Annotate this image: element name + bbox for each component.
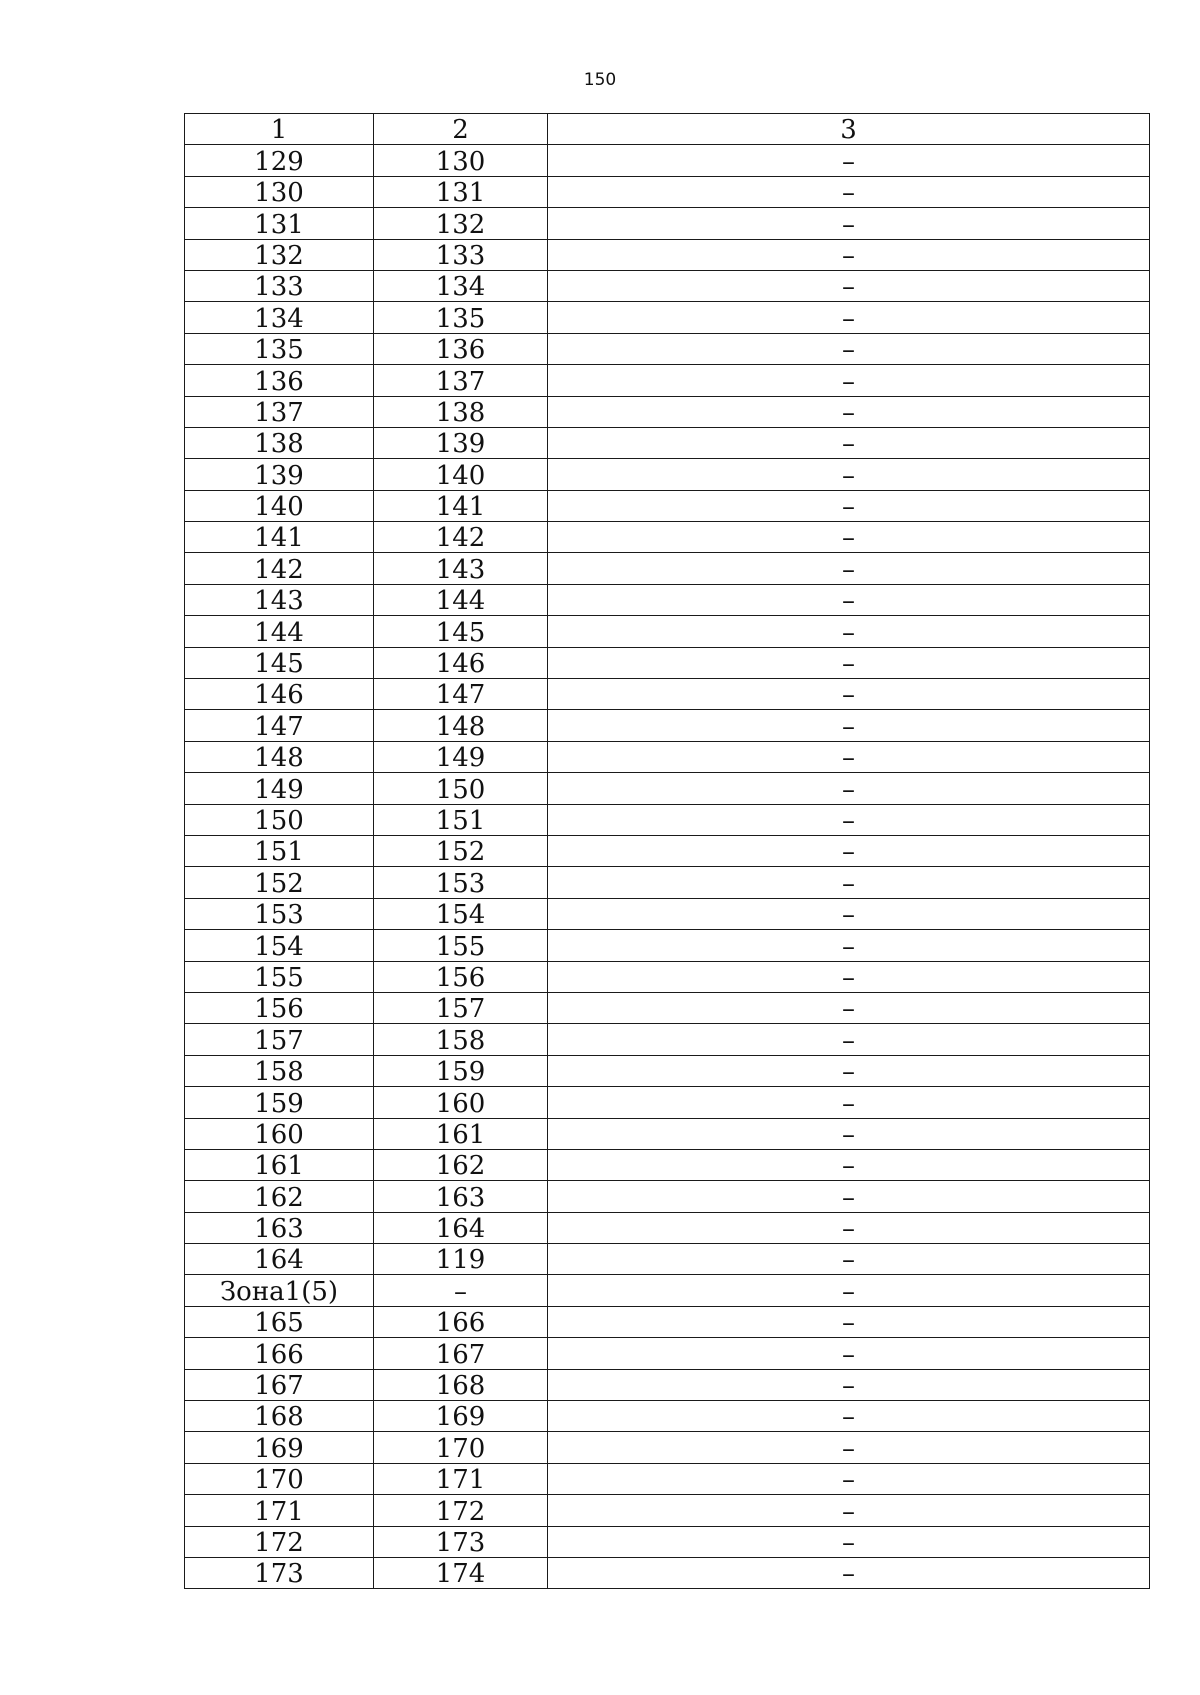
- table-body: [185, 114, 1150, 1589]
- table-cell-col-1: 157: [185, 1024, 374, 1055]
- table-cell-col-1: 171: [185, 1495, 374, 1526]
- table-cell-col-3: –: [548, 679, 1150, 710]
- table-cell-col-3: –: [548, 239, 1150, 270]
- table-row: [185, 176, 1150, 207]
- table-cell-col-3: –: [548, 804, 1150, 835]
- table-cell-col-1: 139: [185, 459, 374, 490]
- table-cell-col-2: 142: [374, 522, 548, 553]
- table-cell-col-1: 152: [185, 867, 374, 898]
- table-cell-col-3: –: [548, 1149, 1150, 1180]
- table-cell-col-3: –: [548, 270, 1150, 301]
- table-cell-col-3: –: [548, 961, 1150, 992]
- table-cell-col-2: 154: [374, 898, 548, 929]
- table-cell-col-1: 155: [185, 961, 374, 992]
- table-cell-col-2: 173: [374, 1526, 548, 1557]
- table-row: [185, 239, 1150, 270]
- table-row: [185, 1149, 1150, 1180]
- table-cell-col-3: –: [548, 1401, 1150, 1432]
- table-cell-col-1: 137: [185, 396, 374, 427]
- table-cell-col-1: 146: [185, 679, 374, 710]
- table-row: [185, 804, 1150, 835]
- table-cell-col-2: 159: [374, 1055, 548, 1086]
- table-row: [185, 1212, 1150, 1243]
- table-cell-col-2: 140: [374, 459, 548, 490]
- table-cell-col-1: 129: [185, 145, 374, 176]
- table-cell-col-3: –: [548, 1369, 1150, 1400]
- table-cell-col-1: 143: [185, 584, 374, 615]
- table-cell-col-3: –: [548, 1118, 1150, 1149]
- table-row: [185, 302, 1150, 333]
- table-cell-col-2: 137: [374, 365, 548, 396]
- table-cell-col-3: –: [548, 365, 1150, 396]
- table-cell-col-1: 138: [185, 427, 374, 458]
- table-cell-col-3: –: [548, 1463, 1150, 1494]
- table-cell-col-3: –: [548, 773, 1150, 804]
- table-cell-col-1: 168: [185, 1401, 374, 1432]
- table-cell-col-1: 149: [185, 773, 374, 804]
- table-cell-col-1: 136: [185, 365, 374, 396]
- table-row: [185, 365, 1150, 396]
- table-cell-col-3: –: [548, 584, 1150, 615]
- table-cell-col-3: –: [548, 1338, 1150, 1369]
- table-cell-col-3: –: [548, 1495, 1150, 1526]
- table-cell-col-3: –: [548, 427, 1150, 458]
- table-cell-col-2: 164: [374, 1212, 548, 1243]
- table-row: [185, 647, 1150, 678]
- header-cell-3: 3: [548, 114, 1150, 145]
- table-row: [185, 1432, 1150, 1463]
- table-cell-col-1: Зона1(5): [185, 1275, 374, 1306]
- table-cell-col-3: –: [548, 616, 1150, 647]
- table-cell-col-2: 135: [374, 302, 548, 333]
- table-cell-col-1: 164: [185, 1244, 374, 1275]
- table-cell-col-2: 168: [374, 1369, 548, 1400]
- table-cell-col-2: 162: [374, 1149, 548, 1180]
- table-row: [185, 773, 1150, 804]
- table-cell-col-3: –: [548, 992, 1150, 1023]
- table-cell-col-3: –: [548, 1181, 1150, 1212]
- table-cell-col-2: 133: [374, 239, 548, 270]
- table-cell-col-1: 167: [185, 1369, 374, 1400]
- table-cell-col-1: 158: [185, 1055, 374, 1086]
- header-cell-1: 1: [185, 114, 374, 145]
- table-cell-col-3: –: [548, 1024, 1150, 1055]
- table-cell-col-2: 170: [374, 1432, 548, 1463]
- table-cell-col-2: 149: [374, 741, 548, 772]
- table-cell-col-1: 142: [185, 553, 374, 584]
- table-cell-col-3: –: [548, 1275, 1150, 1306]
- table-cell-col-1: 163: [185, 1212, 374, 1243]
- table-cell-col-2: 157: [374, 992, 548, 1023]
- table-cell-col-3: –: [548, 647, 1150, 678]
- table-row: [185, 1306, 1150, 1337]
- table-row: [185, 1024, 1150, 1055]
- table-cell-col-3: –: [548, 1432, 1150, 1463]
- table-row: [185, 459, 1150, 490]
- table-row: [185, 1495, 1150, 1526]
- table-cell-col-1: 161: [185, 1149, 374, 1180]
- table-row: [185, 1463, 1150, 1494]
- table-row: [185, 710, 1150, 741]
- table-cell-col-2: 134: [374, 270, 548, 301]
- table-row: [185, 270, 1150, 301]
- table-row: [185, 616, 1150, 647]
- table-cell-col-1: 132: [185, 239, 374, 270]
- table-cell-col-1: 160: [185, 1118, 374, 1149]
- table-cell-col-1: 151: [185, 835, 374, 866]
- table-cell-col-3: –: [548, 898, 1150, 929]
- table-cell-col-1: 156: [185, 992, 374, 1023]
- table-cell-col-2: 155: [374, 930, 548, 961]
- table-cell-col-1: 172: [185, 1526, 374, 1557]
- table-cell-col-2: 151: [374, 804, 548, 835]
- table-cell-col-1: 170: [185, 1463, 374, 1494]
- table-row: [185, 867, 1150, 898]
- table-cell-col-3: –: [548, 1055, 1150, 1086]
- table-cell-col-2: 136: [374, 333, 548, 364]
- table-cell-col-2: 132: [374, 208, 548, 239]
- table-cell-col-1: 169: [185, 1432, 374, 1463]
- table-cell-col-2: 141: [374, 490, 548, 521]
- table-cell-col-1: 173: [185, 1557, 374, 1588]
- table-cell-col-2: 160: [374, 1087, 548, 1118]
- header-cell-2: 2: [374, 114, 548, 145]
- table-cell-col-3: –: [548, 396, 1150, 427]
- table-row: [185, 427, 1150, 458]
- table-row: [185, 835, 1150, 866]
- table-row: [185, 1244, 1150, 1275]
- table-cell-col-1: 130: [185, 176, 374, 207]
- table-cell-col-2: 146: [374, 647, 548, 678]
- table-cell-col-2: 158: [374, 1024, 548, 1055]
- table-cell-col-2: 174: [374, 1557, 548, 1588]
- table-cell-col-1: 162: [185, 1181, 374, 1212]
- table-cell-col-2: 119: [374, 1244, 548, 1275]
- table-cell-col-1: 134: [185, 302, 374, 333]
- table-cell-col-2: 156: [374, 961, 548, 992]
- table-row: [185, 741, 1150, 772]
- table-cell-col-3: –: [548, 1306, 1150, 1337]
- table-row: [185, 208, 1150, 239]
- table-row: [185, 1557, 1150, 1588]
- table-cell-col-2: 153: [374, 867, 548, 898]
- table-cell-col-1: 165: [185, 1306, 374, 1337]
- table-cell-col-1: 154: [185, 930, 374, 961]
- table-cell-col-1: 135: [185, 333, 374, 364]
- table-cell-col-2: 171: [374, 1463, 548, 1494]
- table-header-row: [185, 114, 1150, 145]
- table-cell-col-2: 148: [374, 710, 548, 741]
- table-cell-col-3: –: [548, 1244, 1150, 1275]
- table-cell-col-1: 144: [185, 616, 374, 647]
- table-cell-col-2: 163: [374, 1181, 548, 1212]
- table-cell-col-2: 161: [374, 1118, 548, 1149]
- table-row: [185, 992, 1150, 1023]
- table-cell-col-3: –: [548, 835, 1150, 866]
- table-cell-col-3: –: [548, 741, 1150, 772]
- table-cell-col-3: –: [548, 867, 1150, 898]
- table-row: [185, 396, 1150, 427]
- table-cell-col-3: –: [548, 333, 1150, 364]
- table-cell-col-3: –: [548, 208, 1150, 239]
- table-cell-col-1: 153: [185, 898, 374, 929]
- table-row: [185, 1055, 1150, 1086]
- table-cell-col-1: 159: [185, 1087, 374, 1118]
- table-cell-col-1: 140: [185, 490, 374, 521]
- table-cell-col-2: 130: [374, 145, 548, 176]
- table-row: [185, 1526, 1150, 1557]
- table-cell-col-2: 131: [374, 176, 548, 207]
- table-row: [185, 1401, 1150, 1432]
- table-cell-col-2: 169: [374, 1401, 548, 1432]
- table-cell-col-2: 139: [374, 427, 548, 458]
- table-cell-col-1: 131: [185, 208, 374, 239]
- table-cell-col-3: –: [548, 176, 1150, 207]
- table-row: [185, 1275, 1150, 1306]
- table-cell-col-1: 133: [185, 270, 374, 301]
- table-cell-col-2: 147: [374, 679, 548, 710]
- table-row: [185, 930, 1150, 961]
- table-cell-col-3: –: [548, 930, 1150, 961]
- table-cell-col-3: –: [548, 1557, 1150, 1588]
- table-cell-col-3: –: [548, 553, 1150, 584]
- table-row: [185, 333, 1150, 364]
- table-cell-col-3: –: [548, 490, 1150, 521]
- table-cell-col-1: 148: [185, 741, 374, 772]
- table-cell-col-3: –: [548, 710, 1150, 741]
- table-cell-col-2: 143: [374, 553, 548, 584]
- table-cell-col-1: 141: [185, 522, 374, 553]
- table-cell-col-2: 138: [374, 396, 548, 427]
- table-cell-col-3: –: [548, 1087, 1150, 1118]
- table-row: [185, 522, 1150, 553]
- table-cell-col-3: –: [548, 459, 1150, 490]
- table-cell-col-1: 166: [185, 1338, 374, 1369]
- table-cell-col-2: 172: [374, 1495, 548, 1526]
- table-cell-col-2: 150: [374, 773, 548, 804]
- page-number: 150: [583, 70, 617, 90]
- table-cell-col-3: –: [548, 1212, 1150, 1243]
- table-cell-col-2: 167: [374, 1338, 548, 1369]
- table-cell-col-1: 150: [185, 804, 374, 835]
- coordinates-table: [184, 113, 1150, 1589]
- table-row: [185, 584, 1150, 615]
- table-cell-col-1: 145: [185, 647, 374, 678]
- table-cell-col-3: –: [548, 522, 1150, 553]
- table-cell-col-2: 166: [374, 1306, 548, 1337]
- table-cell-col-2: 145: [374, 616, 548, 647]
- table-row: [185, 145, 1150, 176]
- table-row: [185, 1338, 1150, 1369]
- table-row: [185, 553, 1150, 584]
- table-cell-col-2: 152: [374, 835, 548, 866]
- table-cell-col-3: –: [548, 145, 1150, 176]
- table-row: [185, 1118, 1150, 1149]
- table-row: [185, 1369, 1150, 1400]
- table-row: [185, 898, 1150, 929]
- table-row: [185, 1181, 1150, 1212]
- table-cell-col-3: –: [548, 1526, 1150, 1557]
- table-cell-col-2: –: [374, 1275, 548, 1306]
- table-row: [185, 961, 1150, 992]
- table-row: [185, 490, 1150, 521]
- table-row: [185, 1087, 1150, 1118]
- table-cell-col-1: 147: [185, 710, 374, 741]
- table-cell-col-3: –: [548, 302, 1150, 333]
- table-cell-col-2: 144: [374, 584, 548, 615]
- table-row: [185, 679, 1150, 710]
